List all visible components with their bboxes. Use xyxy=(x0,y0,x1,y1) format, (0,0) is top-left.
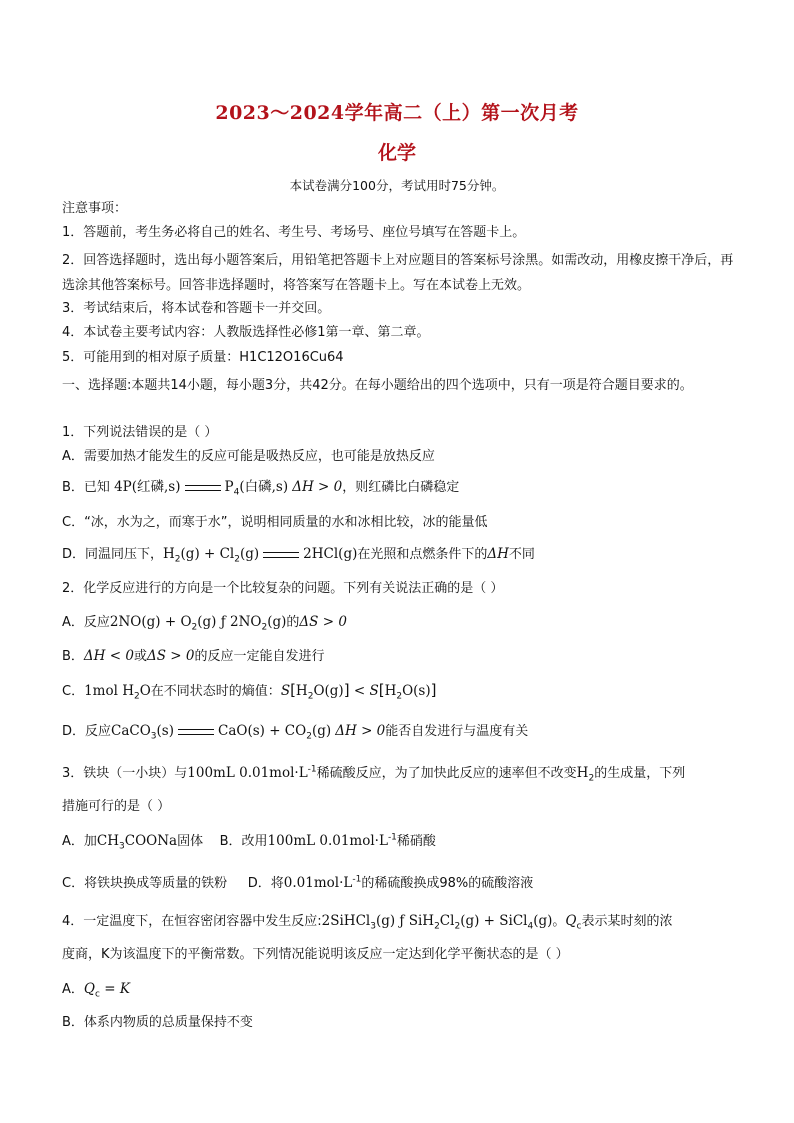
notice-item-1: 1．答题前，考生务必将自己的姓名、考生号、考场号、座位号填写在答题卡上。 xyxy=(62,225,526,240)
section-1-intro: 一、选择题:本题共14小题，每小题3分，共42分。在每小题给出的四个选项中，只有一项是符合题目要求的。 xyxy=(62,378,693,393)
q3-option-d: D．将$0.01mol\cdot L^{-1}$的稀硫酸换成98%的硫酸溶液 xyxy=(247,874,534,891)
q4-option-b: B．体系内物质的总质量保持不变 xyxy=(62,1015,253,1030)
q3-option-a: A．加$CH_3COONa$固体 xyxy=(62,833,204,852)
q3-stem: 3．铁块（一小块）与100mL $0.01mol\cdot L^{-1}$稀硫酸反应，为了加快此反应的速率但不改变$H_2$的生成量，下列 xyxy=(62,764,686,784)
q1-option-a: A．需要加热才能发生的反应可能是吸热反应，也可能是放热反应 xyxy=(62,449,435,464)
notice-item-2: 2．回答选择题时，选出每小题答案后，用铅笔把答题卡上对应题目的答案标号涂黑。如需改动，用橡皮擦干净后，再选涂其他答案标号。回答非选择题时，将答案写在答题卡上。写在本试卷上无效。 xyxy=(62,253,734,293)
q2-stem: 2．化学反应进行的方向是一个比较复杂的问题。下列有关说法正确的是（ ） xyxy=(62,581,504,596)
q3-stem-line-2: 措施可行的是（ ） xyxy=(62,799,171,814)
q3-option-b: B．改用100mL $0.01mol\cdot L^{-1}$稀硝酸 xyxy=(219,832,436,849)
q4-stem-line-2: 度商，K为该温度下的平衡常数。下列情况能说明该反应一定达到化学平衡状态的是（ ） xyxy=(62,947,569,962)
q1-stem: 1．下列说法错误的是（ ） xyxy=(62,425,218,440)
q2-option-c: C．1mol $H_2O$在不同状态时的熵值：$S[H_2O(g)] < S[H_2O(s)]$ xyxy=(62,681,437,702)
equals-sign-icon xyxy=(178,729,214,735)
q2-option-d: D．反应CaCO$_3$(s) $CaO(s) + CO_2(g) \Delta H > 0$能否自发进行与温度有关 xyxy=(62,723,529,742)
q4-stem: 4．一定温度下，在恒容密闭容器中发生反应:2SiHCl$_3$(g) ƒ $SiH_2Cl_2(g)$ + SiCl$_4$(g)。$Q_c$表示某时刻的浓 xyxy=(62,913,673,932)
q2-option-b: B．ΔH < 0或ΔS > 0的反应一定能自发进行 xyxy=(62,648,325,664)
exam-info: 本试卷满分100分，考试用时75分钟。 xyxy=(289,178,505,193)
q1-option-b: B．已知 4P(红磷,s) $P_4$(白磷,s) ΔH > 0，则红磷比白磷稳定 xyxy=(62,479,460,498)
q3-options-ab xyxy=(62,832,742,851)
q1-option-d: D．同温同压下，$H_2(g) + Cl_2(g)$ 2HCl(g)在光照和点燃条件下的ΔH不同 xyxy=(62,546,535,565)
q1-option-c: C．“冰，水为之，而寒于水”，说明相同质量的水和冰相比较，冰的能量低 xyxy=(62,515,488,530)
q4-option-a: A．$Q_c = K$ xyxy=(62,981,130,1000)
equals-sign-icon xyxy=(185,485,221,491)
notice-heading: 注意事项： xyxy=(62,201,128,216)
q2-option-a: A．反应$2NO(g) + O_2(g)$ ƒ $2NO_2(g)$的ΔS > 0 xyxy=(62,614,347,633)
q3-option-c: C．将铁块换成等质量的铁粉 xyxy=(62,876,228,891)
q3-options-cd xyxy=(62,874,742,893)
notice-item-3: 3．考试结束后，将本试卷和答题卡一并交回。 xyxy=(62,301,331,316)
notice-item-5: 5．可能用到的相对原子质量：H1C12O16Cu64 xyxy=(62,350,344,365)
notice-item-4: 4．本试卷主要考试内容：人教版选择性必修1第一章、第二章。 xyxy=(62,325,430,340)
equals-sign-icon xyxy=(263,552,299,558)
exam-title: 2023～2024学年高二（上）第一次月考 xyxy=(215,102,579,124)
subject-title: 化学 xyxy=(377,142,416,164)
